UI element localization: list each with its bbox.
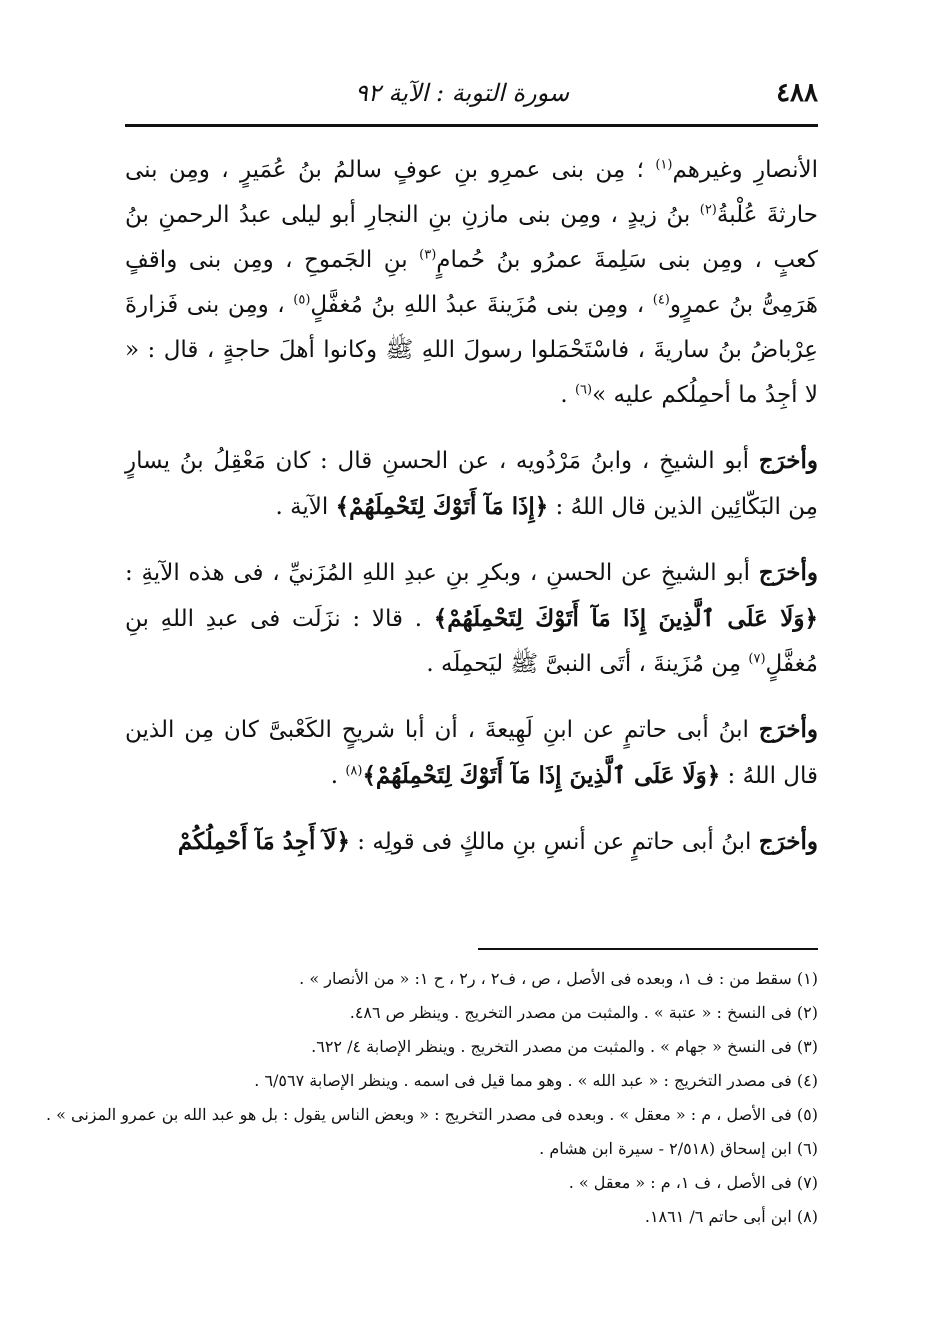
quran-quote: ﴿وَلَا عَلَى ٱلَّذِينَ إِذَا مَآ أَتَوْكَ لِتَحْمِلَهُمْ﴾ [362,762,721,789]
footnotes [45,962,818,1234]
footnote-ref-5[interactable]: (٥) [293,292,311,308]
footnote-ref-8[interactable]: (٨) [345,763,363,779]
paragraph-lead-word: وأخرَج [758,447,818,474]
footnote-ref-2[interactable]: (٢) [699,202,717,218]
footnote-8: (٨) ابن أبى حاتم ٦/ ١٨٦١. [644,1207,818,1226]
footnote-1: (١) سقط من : ف ١، وبعده فى الأصل ، ص ، ف٢ ، ر٢ ، ح ١: « من الأنصار » . [299,969,818,988]
paragraph-lead-word: وأخرَج [758,828,818,855]
paragraph-lead-word: وأخرَج [758,559,818,586]
paragraph-5: وأخرَج ابنُ أبى حاتمٍ عن أنسِ بنِ مالكٍ فى قولِه : ﴿لَآ أَجِدُ مَآ أَحْمِلُكُمْ [177,828,818,855]
paragraph-2: وأخرَج أبو الشيخِ ، وابنُ مَرْدُويه ، عن الحسنِ قال : كان مَعْقِلُ بنُ يسارٍ مِن البَكّائِين الذين قال اللهُ : ﴿إِذَا مَآ أَتَوْكَ لِتَحْمِلَهُمْ﴾ الآية . [125,447,818,520]
footnote-2: (٢) فى النسخ : « عتبة » . والمثبت من مصدر التخريج . وينظر ص ٤٨٦. [349,1003,818,1022]
footnote-4: (٤) فى مصدر التخريج : « عبد الله » . وهو مما قيل فى اسمه . وينظر الإصابة ٦/٥٦٧ . [254,1071,818,1090]
footnote-6: (٦) ابن إسحاق (٢/٥١٨ - سيرة ابن هشام . [539,1139,818,1158]
quran-quote: ﴿إِذَا مَآ أَتَوْكَ لِتَحْمِلَهُمْ﴾ [335,493,549,520]
footnote-ref-4[interactable]: (٤) [652,292,670,308]
paragraph-3: وأخرَج أبو الشيخِ عن الحسنِ ، وبكرِ بنِ عبدِ اللهِ المُزَنيِّ ، فى هذه الآيةِ : ﴿وَلَا عَلَى ٱلَّذِينَ إِذَا مَآ أَتَوْكَ لِتَحْمِلَهُمْ﴾ . قالا : نزَلَت فى عبدِ اللهِ بنِ مُغفَّلٍ$^{(٧)}$ مِن مُزَينةَ ، أتَى النبىَّ ﷺ ليَحمِلَه . [125,559,818,677]
footnote-7: (٧) فى الأصل ، ف ١، م : « معقل » . [568,1173,818,1192]
paragraph-lead-word: وأخرَج [758,716,818,743]
header-rule [125,124,818,127]
footnote-3: (٣) فى النسخ « جهام » . والمثبت من مصدر التخريج . وينظر الإصابة ٤/ ٦٢٢. [311,1037,818,1056]
footnote-ref-6[interactable]: (٦) [574,382,593,398]
footnote-ref-1[interactable]: (١) [655,157,673,173]
footnote-ref-7[interactable]: (٧) [748,651,766,667]
paragraph-1: الأنصارِ وغيرهم$^{(١)}$ ؛ مِن بنى عمرِو بنِ عوفٍ سالمُ بنُ عُمَيرٍ ، ومِن بنى حارثةَ عُلْبةُ$^{(٢)}$ بنُ زيدٍ ، ومِن بنى مازنِ بنِ النجارِ أبو ليلى عبدُ الرحمنِ بنُ كعبٍ ، ومِن بنى سَلِمةَ عمرُو بنُ حُمامٍ$^{(٣)}$ بنِ الجَموحِ ، ومِن بنى واقفٍ هَرَمِىُّ بنُ عمرٍو$^{(٤)}$ ، ومِن بنى مُزَينةَ عبدُ اللهِ بنُ مُغفَّلٍ$^{(٥)}$ ، ومِن بنى فَزارةَ عِرْباضُ بنُ ساريةَ ، فاسْتَحْمَلوا رسولَ اللهِ ﷺ وكانوا أهلَ حاجةٍ ، قال : « لا أجِدُ ما أحمِلُكم عليه »$^{(٦)}$ . [125,157,818,408]
paragraph-4: وأخرَج ابنُ أبى حاتمٍ عن ابنِ لَهِيعةَ ، أن أبا شريحٍ الكَعْبىَّ كان مِن الذين قال اللهُ : ﴿وَلَا عَلَى ٱلَّذِينَ إِذَا مَآ أَتَوْكَ لِتَحْمِلَهُمْ﴾$^{(٨)}$ . [125,716,818,789]
footnote-separator [478,948,818,950]
running-title: سورة التوبة : الآية ٩٢ [355,79,570,107]
main-text [125,148,818,885]
page-header [125,66,818,120]
quran-quote: ﴿وَلَا عَلَى ٱلَّذِينَ إِذَا مَآ أَتَوْكَ لِتَحْمِلَهُمْ﴾ [433,605,818,632]
footnote-5: (٥) فى الأصل ، م : « معقل » . وبعده فى مصدر التخريج : « وبعض الناس يقول : بل هو عبد الله بن عمرو المزنى » . [45,1105,818,1124]
quran-quote: ﴿لَآ أَجِدُ مَآ أَحْمِلُكُمْ [177,828,350,855]
footnote-ref-3[interactable]: (٣) [419,247,437,263]
page-number: ٤٨٨ [776,78,818,108]
